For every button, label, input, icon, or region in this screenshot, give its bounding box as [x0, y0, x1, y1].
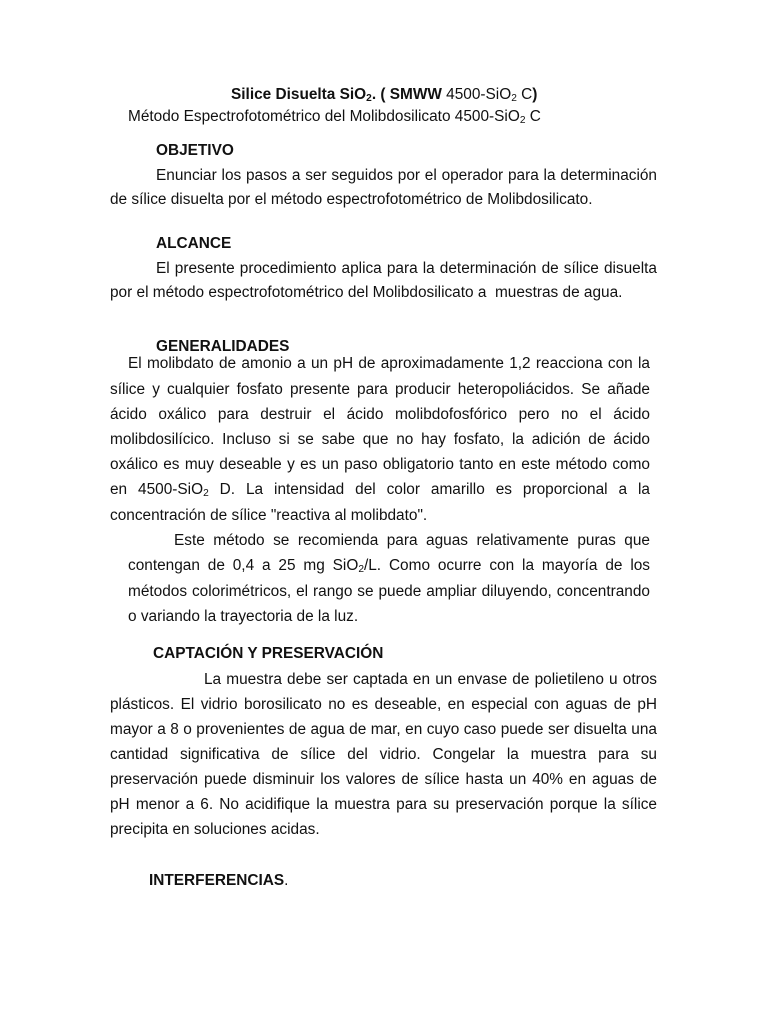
paragraph-line: mayor a 8 o provenientes de agua de mar, en cuyo caso puede ser disuelta una — [110, 720, 657, 738]
line-text: contengan de 0,4 a 25 mg SiO — [128, 557, 359, 575]
paragraph-line: de sílice disuelta por el método espectrofotométrico de Molibdosilicato. — [110, 191, 593, 208]
title-subscript: 2 — [366, 92, 372, 104]
heading-punctuation: . — [284, 871, 289, 889]
title-method-subscript: 2 — [511, 92, 517, 104]
paragraph-line: molibdosilícico. Incluso si se sabe que no hay fosfato, la adición de ácido — [110, 431, 650, 448]
paragraph-line: precipita en soluciones acidas. — [110, 820, 320, 838]
paragraph-line: pH menor a 6. No acidifique la muestra para su preservación porque la sílice — [110, 795, 657, 813]
section-heading-generalidades: GENERALIDADES — [156, 337, 290, 355]
paragraph-line: plásticos. El vidrio borosilicato no es deseable, en especial con aguas de pH — [110, 695, 657, 713]
title-method-code: C — [516, 85, 533, 103]
line-text: D. La intensidad del color amarillo es proporcional a la — [208, 481, 650, 499]
paragraph-line: El molibdato de amonio a un pH de aproximadamente 1,2 reacciona con la — [128, 355, 650, 373]
paragraph-alcance — [110, 257, 657, 305]
paragraph-generalidades-1 — [110, 351, 650, 527]
method-text: C — [525, 107, 541, 125]
section-heading-alcance: ALCANCE — [156, 234, 232, 252]
section-heading-captacion: CAPTACIÓN Y PRESERVACIÓN — [153, 644, 384, 662]
heading-text: INTERFERENCIAS — [149, 871, 285, 889]
paragraph-line: ácido oxálico para destruir el ácido molibdofosfórico pero no el ácido — [110, 405, 650, 423]
section-heading-interferencias — [149, 868, 288, 893]
method-text: Método Espectrofotométrico del Molibdosilicato 4500-SiO — [128, 107, 520, 125]
paragraph-line: sílice y cualquier fosfato presente para producir heteropoliácidos. Se añade — [110, 380, 650, 398]
line-subscript: 2 — [203, 488, 209, 500]
paragraph-line: Enunciar los pasos a ser seguidos por el operador para la determinación — [156, 167, 657, 184]
paragraph-line: concentración de sílice "reactiva al molibdato". — [110, 506, 428, 524]
paragraph-line: o variando la trayectoria de la luz. — [128, 607, 359, 625]
paragraph-line: Este método se recomienda para aguas relativamente puras que — [174, 532, 650, 550]
section-heading-objetivo: OBJETIVO — [156, 141, 234, 159]
method-subtitle — [128, 104, 541, 129]
title-text: ) — [532, 85, 538, 103]
title-method-code: 4500-SiO — [441, 85, 512, 103]
paragraph-line — [128, 553, 650, 578]
paragraph-line: métodos colorimétricos, el rango se puede ampliar diluyendo, concentrando — [128, 582, 650, 600]
paragraph-line: El presente procedimiento aplica para la determinación de sílice disuelta — [156, 260, 657, 277]
line-text: en 4500-SiO — [110, 481, 204, 499]
paragraph-line — [110, 477, 650, 502]
paragraph-line: cantidad significativa de sílice del vidrio. Congelar la muestra para su — [110, 745, 657, 763]
line-subscript: 2 — [358, 564, 364, 576]
title-text: Silice Disuelta SiO — [231, 85, 367, 103]
title-text: . ( SMWW — [371, 85, 442, 103]
paragraph-line: La muestra debe ser captada en un envase de polietileno u otros — [204, 670, 657, 688]
paragraph-captacion — [110, 667, 657, 842]
method-subscript: 2 — [519, 114, 526, 126]
paragraph-objetivo — [110, 164, 657, 212]
paragraph-line: preservación puede disminuir los valores de sílice hasta un 40% en aguas de — [110, 770, 657, 788]
line-text: /L. Como ocurre con la mayoría de los — [363, 557, 650, 575]
paragraph-line: oxálico es muy deseable y es un paso obligatorio tanto en este método como — [110, 456, 650, 474]
paragraph-line: por el método espectrofotométrico del Molibdosilicato a muestras de agua. — [110, 284, 623, 301]
paragraph-generalidades-2 — [128, 528, 650, 628]
